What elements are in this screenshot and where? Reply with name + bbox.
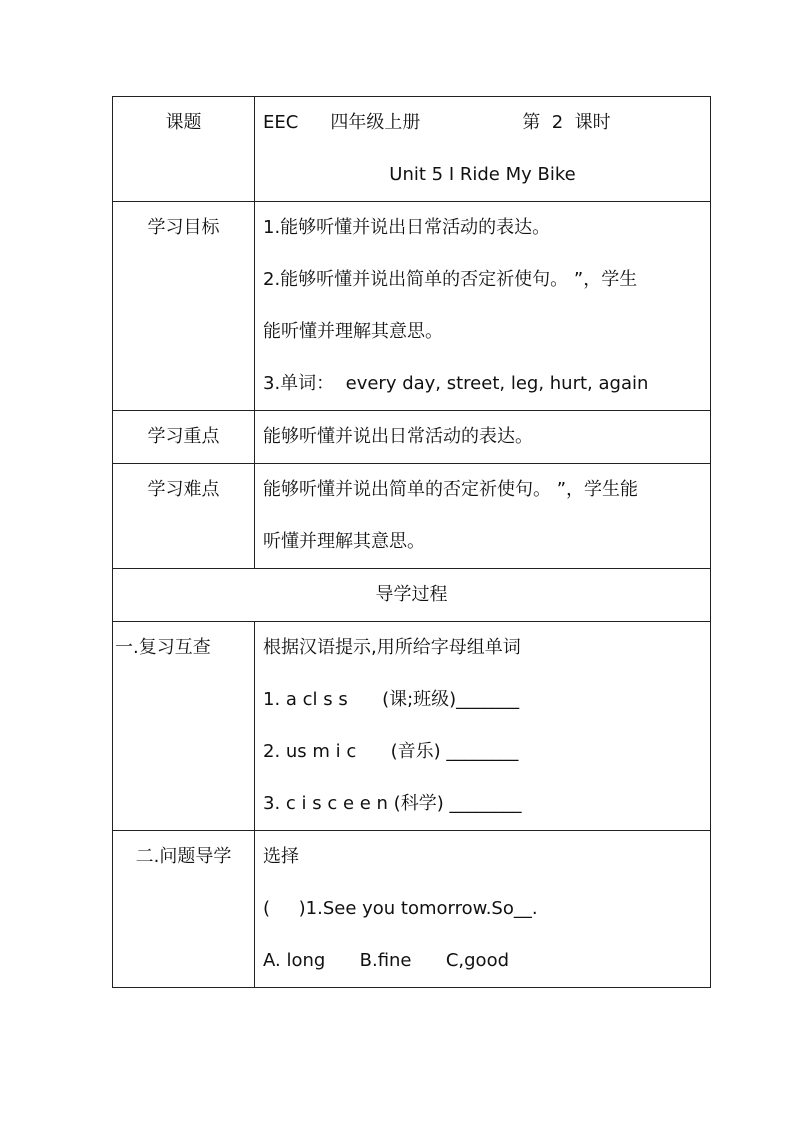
header-label: 课题 xyxy=(165,112,202,133)
book-text: 四年级上册 xyxy=(330,112,421,133)
objectives-label-cell xyxy=(113,202,255,411)
key-points-row xyxy=(113,411,711,464)
guide-instruction: 选择 xyxy=(263,846,299,867)
header-content-cell xyxy=(255,97,711,202)
objective-line-1: 1.能够听懂并说出日常活动的表达。 xyxy=(263,217,551,238)
review-content-cell xyxy=(255,622,711,831)
objectives-label: 学习目标 xyxy=(147,217,220,238)
difficulties-content-cell xyxy=(255,464,711,569)
guide-label-cell xyxy=(113,831,255,988)
review-label-cell xyxy=(113,622,255,831)
guide-options: A. long B.fine C,good xyxy=(263,950,510,971)
review-item-2: 2. us m i c (音乐) ________ xyxy=(263,741,519,762)
process-title-cell xyxy=(113,569,711,622)
key-points-label: 学习重点 xyxy=(147,426,220,447)
difficulties-label: 学习难点 xyxy=(147,479,220,500)
guide-content-cell xyxy=(255,831,711,988)
objective-line-2: 2.能够听懂并说出简单的否定祈使句。 ”，学生 xyxy=(263,269,638,290)
guide-label: 二.问题导学 xyxy=(135,846,232,867)
guide-row xyxy=(113,831,711,988)
header-line xyxy=(255,97,710,149)
review-row xyxy=(113,622,711,831)
header-label-cell xyxy=(113,97,255,202)
key-points-content-cell xyxy=(255,411,711,464)
unit-title: Unit 5 I Ride My Bike xyxy=(389,164,576,185)
objectives-row xyxy=(113,202,711,411)
publisher-text: EEC xyxy=(263,112,299,133)
process-title-row xyxy=(113,569,711,622)
key-points-label-cell xyxy=(113,411,255,464)
difficulties-line-2: 听懂并理解其意思。 xyxy=(263,531,425,552)
lesson-plan-table xyxy=(112,96,711,988)
key-points-text: 能够听懂并说出日常活动的表达。 xyxy=(263,426,533,447)
difficulties-label-cell xyxy=(113,464,255,569)
difficulties-line-1: 能够听懂并说出简单的否定祈使句。 ”，学生能 xyxy=(263,479,639,500)
lesson-number-text: 第 2 课时 xyxy=(522,112,611,133)
review-item-3: 3. c i s c e e n (科学) ________ xyxy=(263,793,522,814)
objectives-content-cell xyxy=(255,202,711,411)
guide-question: ( )1.See you tomorrow.So__. xyxy=(263,898,538,919)
process-title: 导学过程 xyxy=(375,584,448,605)
header-row xyxy=(113,97,711,202)
objective-line-3: 能听懂并理解其意思。 xyxy=(263,321,443,342)
review-item-1: 1. a cl s s (课;班级)_______ xyxy=(263,689,520,710)
review-instruction: 根据汉语提示,用所给字母组单词 xyxy=(263,637,521,658)
objective-line-4: 3.单词： every day, street, leg, hurt, again xyxy=(263,373,649,394)
review-label: 一.复习互查 xyxy=(115,637,211,658)
difficulties-row xyxy=(113,464,711,569)
